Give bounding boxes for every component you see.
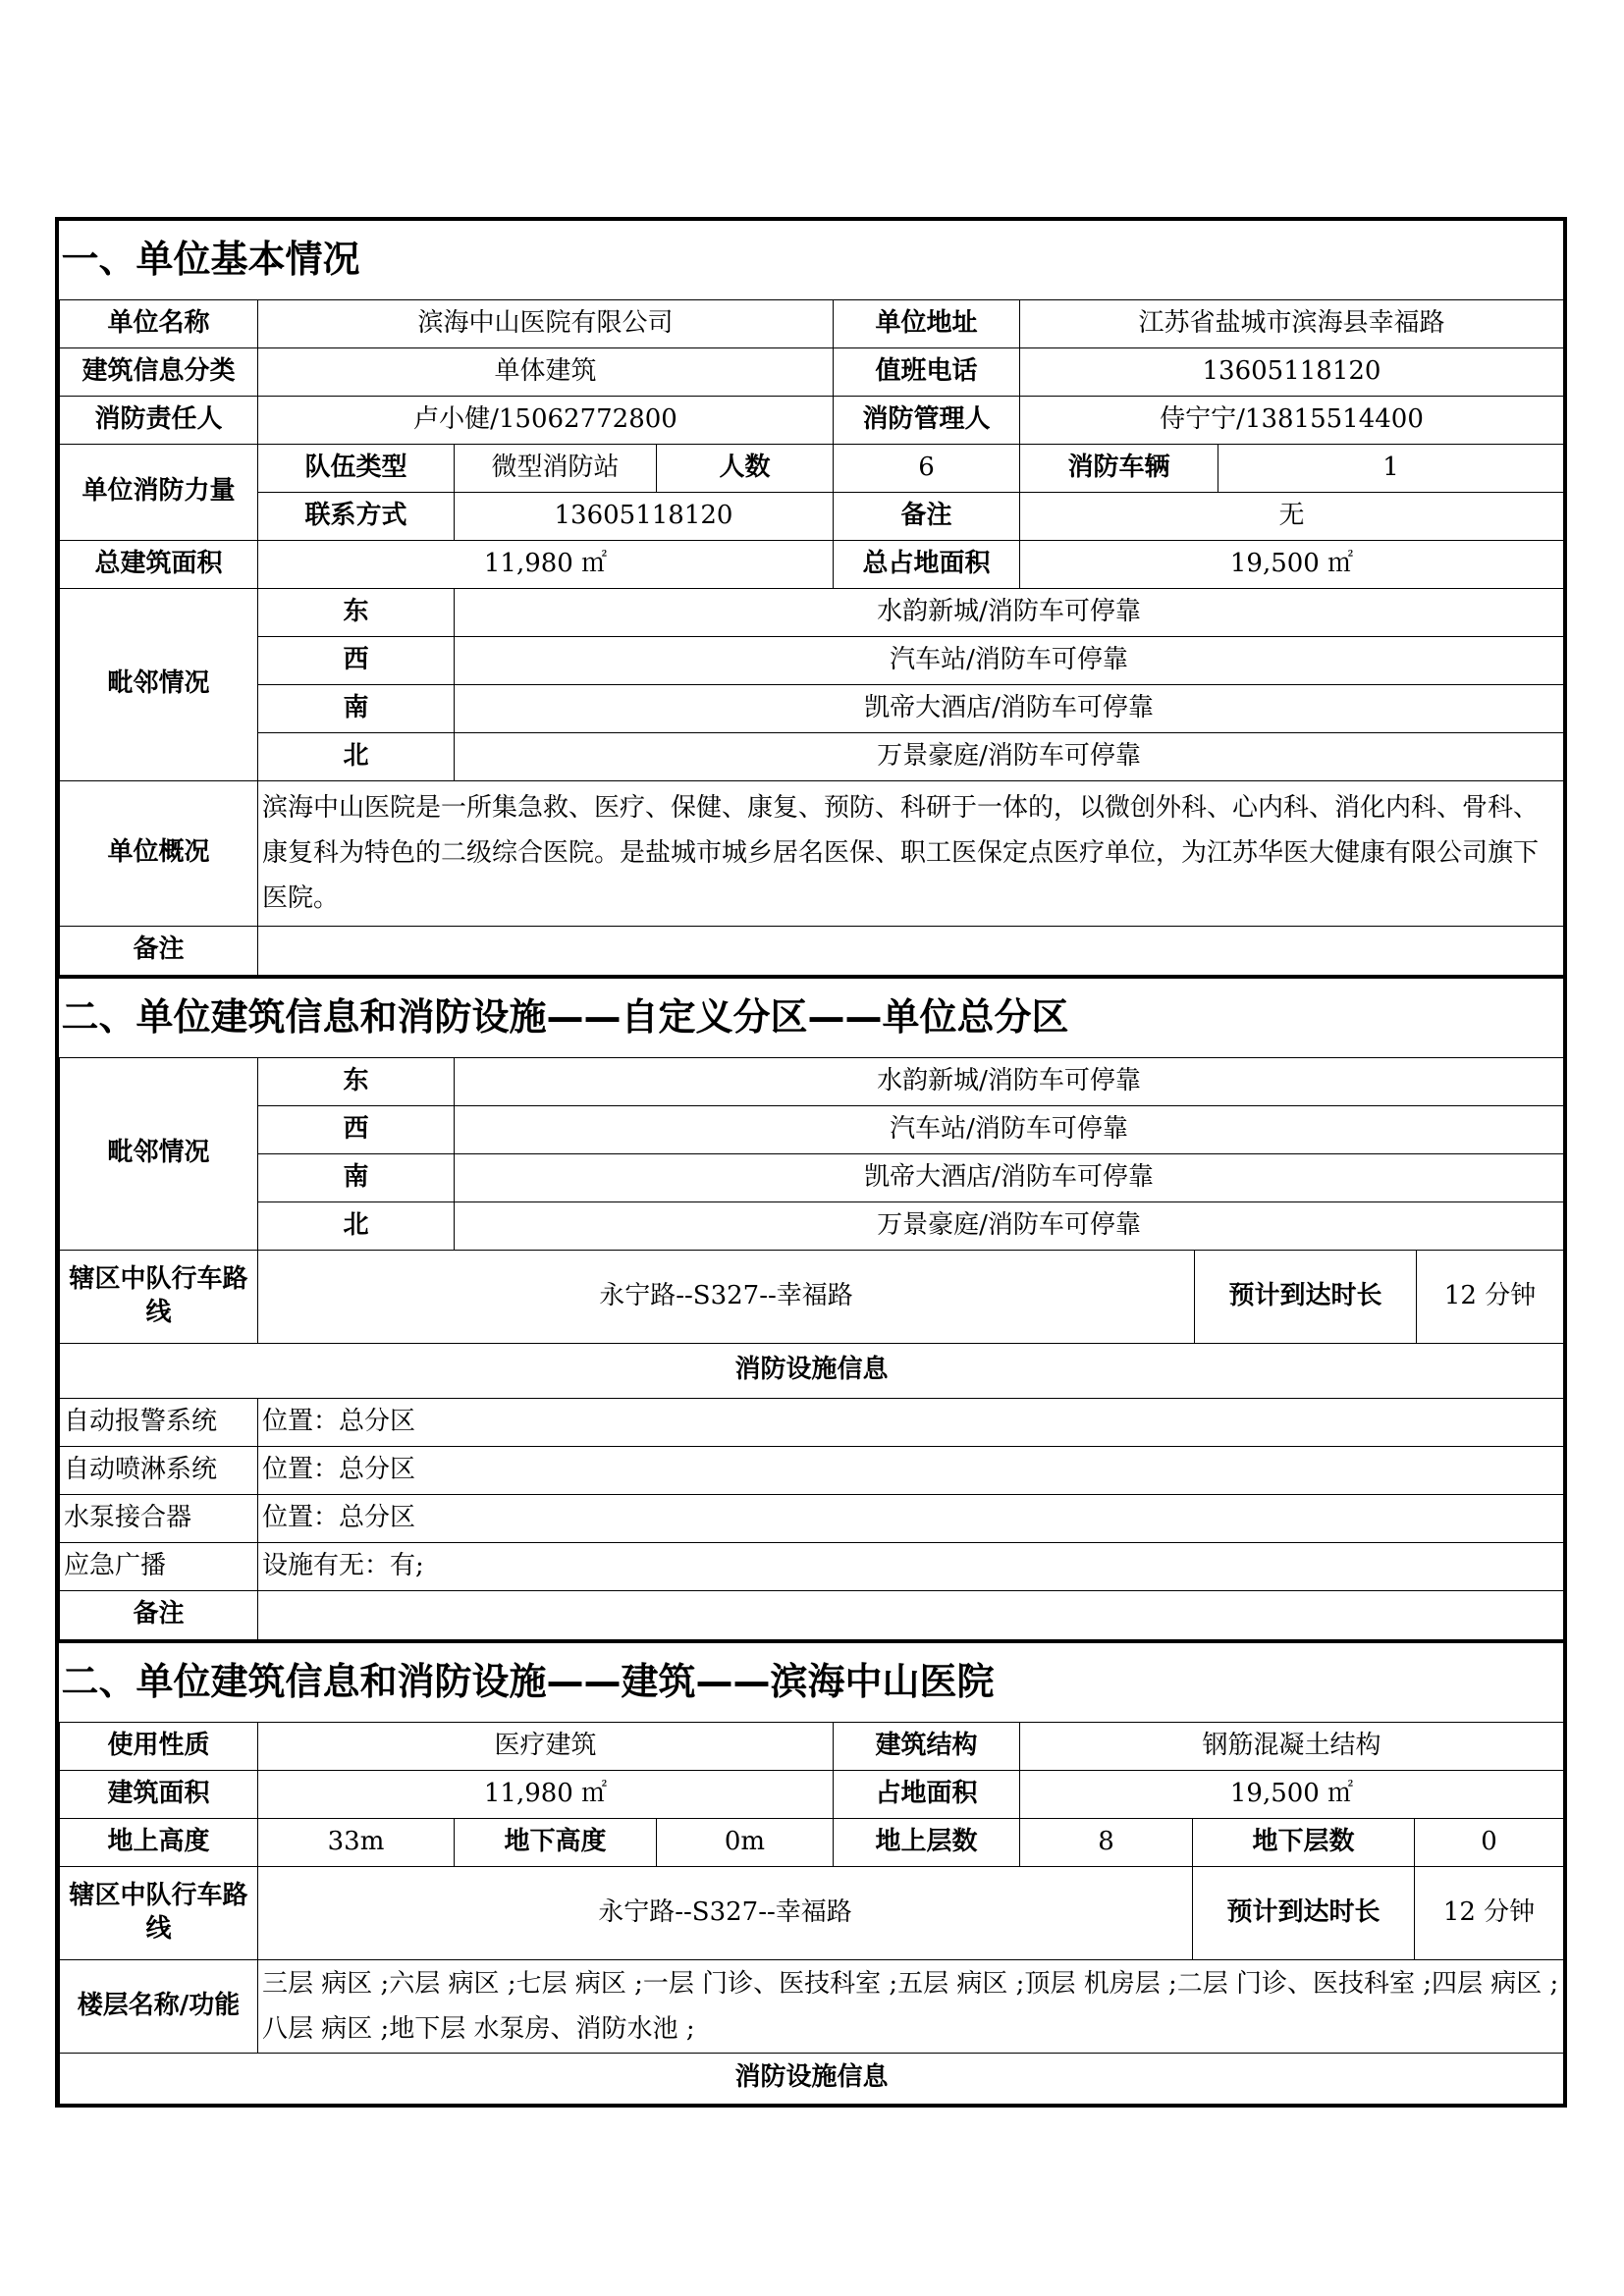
fire-manager-value: 侍宁宁/13815514400	[1020, 396, 1564, 444]
headcount-value: 6	[834, 444, 1020, 492]
adjacent-desc: 水韵新城/消防车可停靠	[455, 1057, 1564, 1105]
vehicles-label: 消防车辆	[1020, 444, 1218, 492]
section-building-info	[55, 1639, 1567, 2108]
adjacent-dir: 西	[258, 636, 455, 684]
address-value: 江苏省盐城市滨海县幸福路	[1020, 299, 1564, 347]
facilities-title: 消防设施信息	[60, 2053, 1564, 2104]
building-class-value: 单体建筑	[258, 347, 834, 396]
notes-value	[258, 1590, 1564, 1639]
land-area-value: 19,500 ㎡	[1020, 540, 1564, 588]
adjacent-dir: 西	[258, 1105, 455, 1153]
total-area-value: 11,980 ㎡	[258, 540, 834, 588]
route-value: 永宁路--S327--幸福路	[258, 1250, 1195, 1343]
section-zone-info	[55, 975, 1567, 1639]
remark-label: 备注	[834, 492, 1020, 540]
floors-below-value: 0	[1415, 1818, 1564, 1866]
adjacent-dir: 北	[258, 732, 455, 780]
building-area-label: 建筑面积	[60, 1770, 258, 1818]
fire-responsible-value: 卢小健/15062772800	[258, 396, 834, 444]
contact-value: 13605118120	[455, 492, 834, 540]
eta-value: 12 分钟	[1415, 1866, 1564, 1959]
vehicles-value: 1	[1218, 444, 1564, 492]
floors-below-label: 地下层数	[1193, 1818, 1415, 1866]
adjacent-desc: 凯帝大酒店/消防车可停靠	[455, 684, 1564, 732]
facility-value: 设施有无：有;	[258, 1542, 1564, 1590]
adjacent-desc: 万景豪庭/消防车可停靠	[455, 1201, 1564, 1250]
headcount-label: 人数	[657, 444, 834, 492]
floors-function-text: 三层 病区 ;六层 病区 ;七层 病区 ;一层 门诊、医技科室 ;五层 病区 ;顶层 机房层 ;二层 门诊、医技科室 ;四层 病区 ;八层 病区 ;地下层 水泵房、消防水池 ;	[258, 1959, 1564, 2053]
land-area-value: 19,500 ㎡	[1020, 1770, 1564, 1818]
fire-manager-label: 消防管理人	[834, 396, 1020, 444]
unit-name-label: 单位名称	[60, 299, 258, 347]
structure-value: 钢筋混凝土结构	[1020, 1722, 1564, 1770]
eta-value: 12 分钟	[1417, 1250, 1564, 1343]
overview-label: 单位概况	[60, 780, 258, 926]
building-area-value: 11,980 ㎡	[258, 1770, 834, 1818]
structure-label: 建筑结构	[834, 1722, 1020, 1770]
adjacent-desc: 水韵新城/消防车可停靠	[455, 588, 1564, 636]
section-basic-info	[55, 217, 1567, 975]
route-value: 永宁路--S327--幸福路	[258, 1866, 1193, 1959]
floors-above-label: 地上层数	[834, 1818, 1020, 1866]
fire-safety-record-sheet	[55, 217, 1567, 2108]
address-label: 单位地址	[834, 299, 1020, 347]
facility-value: 位置：总分区	[258, 1494, 1564, 1542]
land-area-label: 占地面积	[834, 1770, 1020, 1818]
facility-name: 应急广播	[60, 1542, 258, 1590]
height-below-label: 地下高度	[455, 1818, 657, 1866]
facility-name: 水泵接合器	[60, 1494, 258, 1542]
duty-phone-label: 值班电话	[834, 347, 1020, 396]
notes-label: 备注	[60, 1590, 258, 1639]
adjacent-dir: 南	[258, 684, 455, 732]
eta-label: 预计到达时长	[1193, 1866, 1415, 1959]
team-type-value: 微型消防站	[455, 444, 657, 492]
floors-above-value: 8	[1020, 1818, 1193, 1866]
adjacent-desc: 凯帝大酒店/消防车可停靠	[455, 1153, 1564, 1201]
adjacent-desc: 万景豪庭/消防车可停靠	[455, 732, 1564, 780]
unit-name-value: 滨海中山医院有限公司	[258, 299, 834, 347]
height-below-value: 0m	[657, 1818, 834, 1866]
adjacent-desc: 汽车站/消防车可停靠	[455, 1105, 1564, 1153]
section1-heading: 一、单位基本情况	[60, 221, 1564, 299]
height-above-label: 地上高度	[60, 1818, 258, 1866]
land-area-label: 总占地面积	[834, 540, 1020, 588]
adjacent-dir: 东	[258, 1057, 455, 1105]
facility-name: 自动报警系统	[60, 1398, 258, 1446]
usage-label: 使用性质	[60, 1722, 258, 1770]
facilities-title: 消防设施信息	[60, 1343, 1564, 1398]
adjacent-dir: 东	[258, 588, 455, 636]
adjacent-label: 毗邻情况	[60, 588, 258, 780]
section2-heading: 二、单位建筑信息和消防设施——自定义分区——单位总分区	[60, 979, 1564, 1057]
route-label: 辖区中队行车路线	[60, 1250, 258, 1343]
total-area-label: 总建筑面积	[60, 540, 258, 588]
adjacent-label: 毗邻情况	[60, 1057, 258, 1250]
facility-name: 自动喷淋系统	[60, 1446, 258, 1494]
duty-phone-value: 13605118120	[1020, 347, 1564, 396]
usage-value: 医疗建筑	[258, 1722, 834, 1770]
remark-value: 无	[1020, 492, 1564, 540]
adjacent-dir: 南	[258, 1153, 455, 1201]
building-class-label: 建筑信息分类	[60, 347, 258, 396]
contact-label: 联系方式	[258, 492, 455, 540]
adjacent-dir: 北	[258, 1201, 455, 1250]
height-above-value: 33m	[258, 1818, 455, 1866]
notes-value	[258, 926, 1564, 975]
route-label: 辖区中队行车路线	[60, 1866, 258, 1959]
fire-responsible-label: 消防责任人	[60, 396, 258, 444]
overview-text: 滨海中山医院是一所集急救、医疗、保健、康复、预防、科研于一体的，以微创外科、心内科、消化内科、骨科、康复科为特色的二级综合医院。是盐城市城乡居名医保、职工医保定点医疗单位，为江苏华医大健康有限公司旗下医院。	[258, 780, 1564, 926]
fire-force-label: 单位消防力量	[60, 444, 258, 540]
section3-heading: 二、单位建筑信息和消防设施——建筑——滨海中山医院	[60, 1643, 1564, 1722]
facility-value: 位置：总分区	[258, 1398, 1564, 1446]
facility-value: 位置：总分区	[258, 1446, 1564, 1494]
floors-label: 楼层名称/功能	[60, 1959, 258, 2053]
team-type-label: 队伍类型	[258, 444, 455, 492]
adjacent-desc: 汽车站/消防车可停靠	[455, 636, 1564, 684]
eta-label: 预计到达时长	[1195, 1250, 1417, 1343]
notes-label: 备注	[60, 926, 258, 975]
